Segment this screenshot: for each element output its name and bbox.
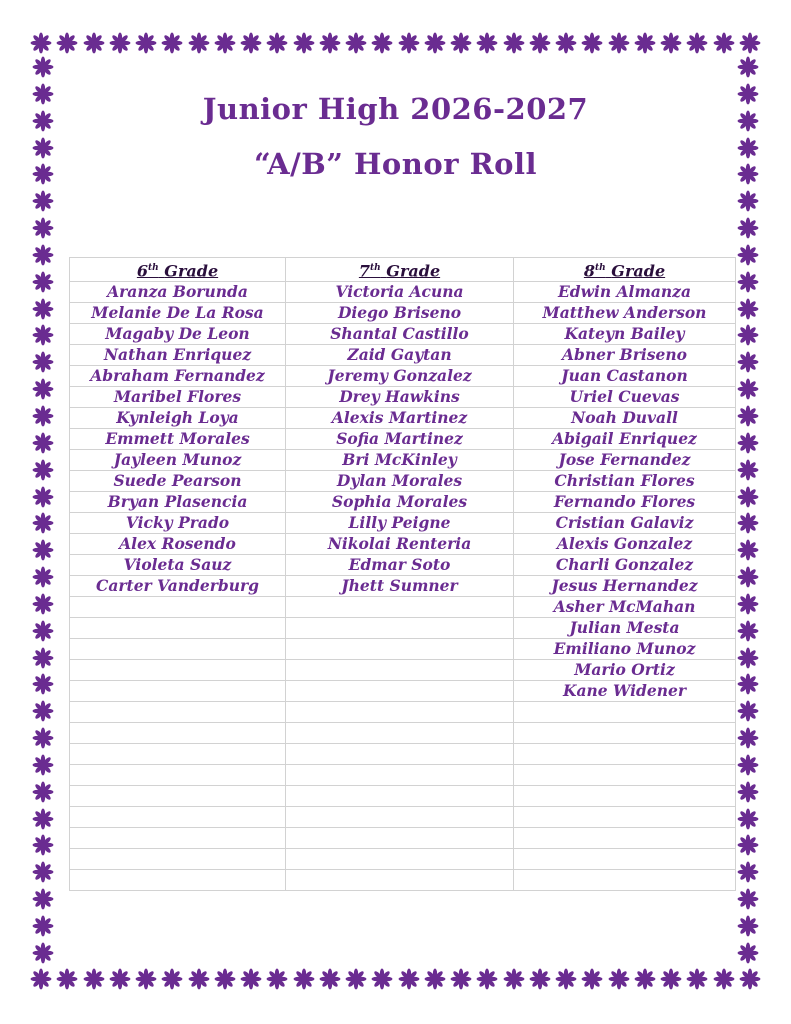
border-top — [30, 30, 761, 56]
student-name-cell — [514, 807, 736, 828]
student-name-cell: Fernando Flores — [514, 492, 736, 513]
student-name-cell — [70, 870, 286, 891]
flower-icon — [214, 32, 236, 54]
student-name-cell: Emiliano Munoz — [514, 639, 736, 660]
student-name-cell: Shantal Castillo — [286, 324, 514, 345]
student-name-cell — [286, 639, 514, 660]
flower-icon — [737, 673, 759, 695]
flower-icon — [739, 968, 761, 990]
flower-icon — [32, 378, 54, 400]
flower-icon — [161, 32, 183, 54]
flower-icon — [135, 32, 157, 54]
flower-icon — [32, 808, 54, 830]
flower-icon — [737, 781, 759, 803]
student-name-cell: Aranza Borunda — [70, 282, 286, 303]
student-name-cell: Abraham Fernandez — [70, 366, 286, 387]
table-row — [70, 534, 736, 555]
table-row — [70, 639, 736, 660]
flower-icon — [188, 32, 210, 54]
student-name-cell: Maribel Flores — [70, 387, 286, 408]
table-row — [70, 744, 736, 765]
flower-icon — [737, 727, 759, 749]
student-name-cell: Zaid Gaytan — [286, 345, 514, 366]
student-name-cell: Abner Briseno — [514, 345, 736, 366]
student-name-cell — [70, 723, 286, 744]
table-row — [70, 765, 736, 786]
flower-icon — [32, 512, 54, 534]
page-subtitle: “A/B” Honor Roll — [253, 147, 538, 181]
student-name-cell: Lilly Peigne — [286, 513, 514, 534]
table-row — [70, 828, 736, 849]
flower-icon — [737, 512, 759, 534]
student-name-cell — [70, 681, 286, 702]
student-name-cell — [70, 618, 286, 639]
student-name-cell: Magaby De Leon — [70, 324, 286, 345]
student-name-cell: Edwin Almanza — [514, 282, 736, 303]
table-row — [70, 387, 736, 408]
flower-icon — [32, 56, 54, 78]
table-row — [70, 303, 736, 324]
student-name-cell — [286, 828, 514, 849]
flower-icon — [135, 968, 157, 990]
honor-roll-table — [69, 257, 736, 891]
flower-icon — [737, 244, 759, 266]
student-name-cell — [286, 702, 514, 723]
flower-icon — [83, 968, 105, 990]
flower-icon — [660, 968, 682, 990]
student-name-cell — [70, 597, 286, 618]
student-name-cell: Jhett Sumner — [286, 576, 514, 597]
student-name-cell: Matthew Anderson — [514, 303, 736, 324]
student-name-cell — [514, 849, 736, 870]
flower-icon — [737, 915, 759, 937]
page-title: Junior High 2026-2027 — [202, 92, 589, 126]
student-name-cell — [286, 723, 514, 744]
flower-icon — [32, 861, 54, 883]
student-name-cell: Drey Hawkins — [286, 387, 514, 408]
flower-icon — [737, 351, 759, 373]
flower-icon — [503, 968, 525, 990]
flower-icon — [240, 968, 262, 990]
student-name-cell — [514, 828, 736, 849]
flower-icon — [319, 968, 341, 990]
flower-icon — [32, 700, 54, 722]
student-name-cell: Abigail Enriquez — [514, 429, 736, 450]
student-name-cell: Uriel Cuevas — [514, 387, 736, 408]
flower-icon — [737, 754, 759, 776]
flower-icon — [660, 32, 682, 54]
student-name-cell: Mario Ortiz — [514, 660, 736, 681]
student-name-cell: Diego Briseno — [286, 303, 514, 324]
student-name-cell — [70, 660, 286, 681]
table-row — [70, 576, 736, 597]
flower-icon — [737, 271, 759, 293]
student-name-cell — [70, 744, 286, 765]
flower-icon — [32, 888, 54, 910]
flower-icon — [737, 647, 759, 669]
table-row — [70, 618, 736, 639]
student-name-cell — [286, 765, 514, 786]
student-name-cell: Carter Vanderburg — [70, 576, 286, 597]
student-name-cell: Vicky Prado — [70, 513, 286, 534]
flower-icon — [581, 968, 603, 990]
student-name-cell: Alexis Martinez — [286, 408, 514, 429]
border-bottom — [30, 966, 761, 992]
flower-icon — [30, 968, 52, 990]
student-name-cell: Juan Castanon — [514, 366, 736, 387]
student-name-cell — [286, 744, 514, 765]
student-name-cell: Jayleen Munoz — [70, 450, 286, 471]
flower-icon — [737, 942, 759, 964]
student-name-cell — [286, 660, 514, 681]
flower-icon — [739, 32, 761, 54]
flower-icon — [345, 968, 367, 990]
table-row — [70, 282, 736, 303]
table-row — [70, 870, 736, 891]
table-row — [70, 660, 736, 681]
student-name-cell — [514, 870, 736, 891]
table-row — [70, 723, 736, 744]
student-name-cell: Kateyn Bailey — [514, 324, 736, 345]
flower-icon — [737, 593, 759, 615]
flower-icon — [293, 968, 315, 990]
flower-icon — [32, 351, 54, 373]
flower-icon — [737, 888, 759, 910]
student-name-cell — [70, 828, 286, 849]
flower-icon — [56, 968, 78, 990]
flower-icon — [32, 673, 54, 695]
flower-icon — [737, 486, 759, 508]
student-name-cell: Alex Rosendo — [70, 534, 286, 555]
flower-icon — [529, 32, 551, 54]
flower-icon — [398, 32, 420, 54]
student-name-cell — [514, 702, 736, 723]
student-name-cell: Charli Gonzalez — [514, 555, 736, 576]
flower-icon — [398, 968, 420, 990]
flower-icon — [371, 32, 393, 54]
student-name-cell — [286, 807, 514, 828]
flower-icon — [686, 968, 708, 990]
table-row — [70, 786, 736, 807]
student-name-cell: Sophia Morales — [286, 492, 514, 513]
flower-icon — [737, 405, 759, 427]
flower-icon — [737, 620, 759, 642]
flower-icon — [109, 32, 131, 54]
student-name-cell: Victoria Acuna — [286, 282, 514, 303]
flower-icon — [634, 32, 656, 54]
table-row — [70, 513, 736, 534]
border-right — [735, 56, 761, 964]
flower-icon — [32, 405, 54, 427]
student-name-cell: Kane Widener — [514, 681, 736, 702]
flower-icon — [32, 324, 54, 346]
table-row — [70, 555, 736, 576]
flower-icon — [450, 32, 472, 54]
student-name-cell: Noah Duvall — [514, 408, 736, 429]
student-name-cell — [286, 681, 514, 702]
flower-icon — [581, 32, 603, 54]
table-row — [70, 849, 736, 870]
flower-icon — [737, 539, 759, 561]
flower-icon — [83, 32, 105, 54]
flower-icon — [737, 324, 759, 346]
flower-icon — [476, 32, 498, 54]
flower-icon — [737, 566, 759, 588]
flower-icon — [608, 968, 630, 990]
flower-icon — [32, 647, 54, 669]
border-left — [30, 56, 56, 964]
student-name-cell: Bri McKinley — [286, 450, 514, 471]
flower-icon — [737, 834, 759, 856]
flower-icon — [32, 244, 54, 266]
student-name-cell — [286, 870, 514, 891]
flower-icon — [476, 968, 498, 990]
flower-icon — [713, 32, 735, 54]
flower-icon — [424, 968, 446, 990]
table-row — [70, 492, 736, 513]
flower-icon — [32, 566, 54, 588]
flower-icon — [529, 968, 551, 990]
student-name-cell: Edmar Soto — [286, 555, 514, 576]
flower-icon — [737, 56, 759, 78]
student-name-cell: Kynleigh Loya — [70, 408, 286, 429]
flower-icon — [608, 32, 630, 54]
flower-icon — [56, 32, 78, 54]
student-name-cell: Christian Flores — [514, 471, 736, 492]
student-name-cell: Bryan Plasencia — [70, 492, 286, 513]
student-name-cell — [286, 597, 514, 618]
student-name-cell: Asher McMahan — [514, 597, 736, 618]
flower-icon — [737, 190, 759, 212]
flower-icon — [32, 754, 54, 776]
student-name-cell — [70, 786, 286, 807]
column-header-6th-grade: 6th Grade — [70, 258, 286, 282]
table-row — [70, 450, 736, 471]
table-row — [70, 807, 736, 828]
student-name-cell — [514, 765, 736, 786]
student-name-cell — [70, 639, 286, 660]
flower-icon — [450, 968, 472, 990]
flower-icon — [737, 459, 759, 481]
flower-icon — [32, 727, 54, 749]
student-name-cell: Suede Pearson — [70, 471, 286, 492]
student-name-cell: Dylan Morales — [286, 471, 514, 492]
table-row — [70, 471, 736, 492]
student-name-cell: Sofia Martinez — [286, 429, 514, 450]
flower-icon — [32, 781, 54, 803]
table-row — [70, 597, 736, 618]
flower-icon — [424, 32, 446, 54]
flower-icon — [503, 32, 525, 54]
student-name-cell: Jose Fernandez — [514, 450, 736, 471]
student-name-cell: Nikolai Renteria — [286, 534, 514, 555]
flower-icon — [32, 190, 54, 212]
table-row — [70, 681, 736, 702]
flower-icon — [713, 968, 735, 990]
flower-icon — [293, 32, 315, 54]
table-row — [70, 408, 736, 429]
flower-icon — [737, 861, 759, 883]
flower-icon — [32, 432, 54, 454]
flower-icon — [345, 32, 367, 54]
flower-icon — [737, 432, 759, 454]
student-name-cell — [286, 849, 514, 870]
flower-icon — [266, 968, 288, 990]
flower-icon — [32, 942, 54, 964]
flower-icon — [32, 217, 54, 239]
student-name-cell — [514, 744, 736, 765]
flower-icon — [240, 32, 262, 54]
student-name-cell: Alexis Gonzalez — [514, 534, 736, 555]
student-name-cell — [286, 786, 514, 807]
flower-icon — [737, 378, 759, 400]
column-header-7th-grade: 7th Grade — [286, 258, 514, 282]
student-name-cell: Melanie De La Rosa — [70, 303, 286, 324]
student-name-cell: Jesus Hernandez — [514, 576, 736, 597]
flower-icon — [32, 486, 54, 508]
student-name-cell — [514, 786, 736, 807]
table-header-row — [70, 258, 736, 282]
flower-icon — [737, 808, 759, 830]
flower-icon — [737, 700, 759, 722]
student-name-cell: Emmett Morales — [70, 429, 286, 450]
student-name-cell — [70, 702, 286, 723]
table-row — [70, 702, 736, 723]
table-row — [70, 366, 736, 387]
flower-icon — [30, 32, 52, 54]
student-name-cell — [286, 618, 514, 639]
student-name-cell: Jeremy Gonzalez — [286, 366, 514, 387]
flower-icon — [555, 32, 577, 54]
flower-icon — [32, 539, 54, 561]
flower-icon — [188, 968, 210, 990]
table-row — [70, 345, 736, 366]
student-name-cell: Nathan Enriquez — [70, 345, 286, 366]
flower-icon — [737, 217, 759, 239]
student-name-cell — [70, 807, 286, 828]
flower-icon — [32, 915, 54, 937]
flower-icon — [371, 968, 393, 990]
flower-icon — [32, 834, 54, 856]
student-name-cell — [70, 765, 286, 786]
flower-icon — [266, 32, 288, 54]
flower-icon — [555, 968, 577, 990]
flower-icon — [32, 593, 54, 615]
flower-icon — [214, 968, 236, 990]
column-header-8th-grade: 8th Grade — [514, 258, 736, 282]
student-name-cell: Julian Mesta — [514, 618, 736, 639]
student-name-cell — [70, 849, 286, 870]
flower-icon — [319, 32, 341, 54]
table-row — [70, 324, 736, 345]
flower-icon — [32, 459, 54, 481]
flower-icon — [634, 968, 656, 990]
student-name-cell: Cristian Galaviz — [514, 513, 736, 534]
flower-icon — [737, 298, 759, 320]
flower-icon — [109, 968, 131, 990]
student-name-cell — [514, 723, 736, 744]
student-name-cell: Violeta Sauz — [70, 555, 286, 576]
flower-icon — [32, 620, 54, 642]
flower-icon — [161, 968, 183, 990]
flower-icon — [32, 298, 54, 320]
table-row — [70, 429, 736, 450]
flower-icon — [686, 32, 708, 54]
flower-icon — [32, 271, 54, 293]
